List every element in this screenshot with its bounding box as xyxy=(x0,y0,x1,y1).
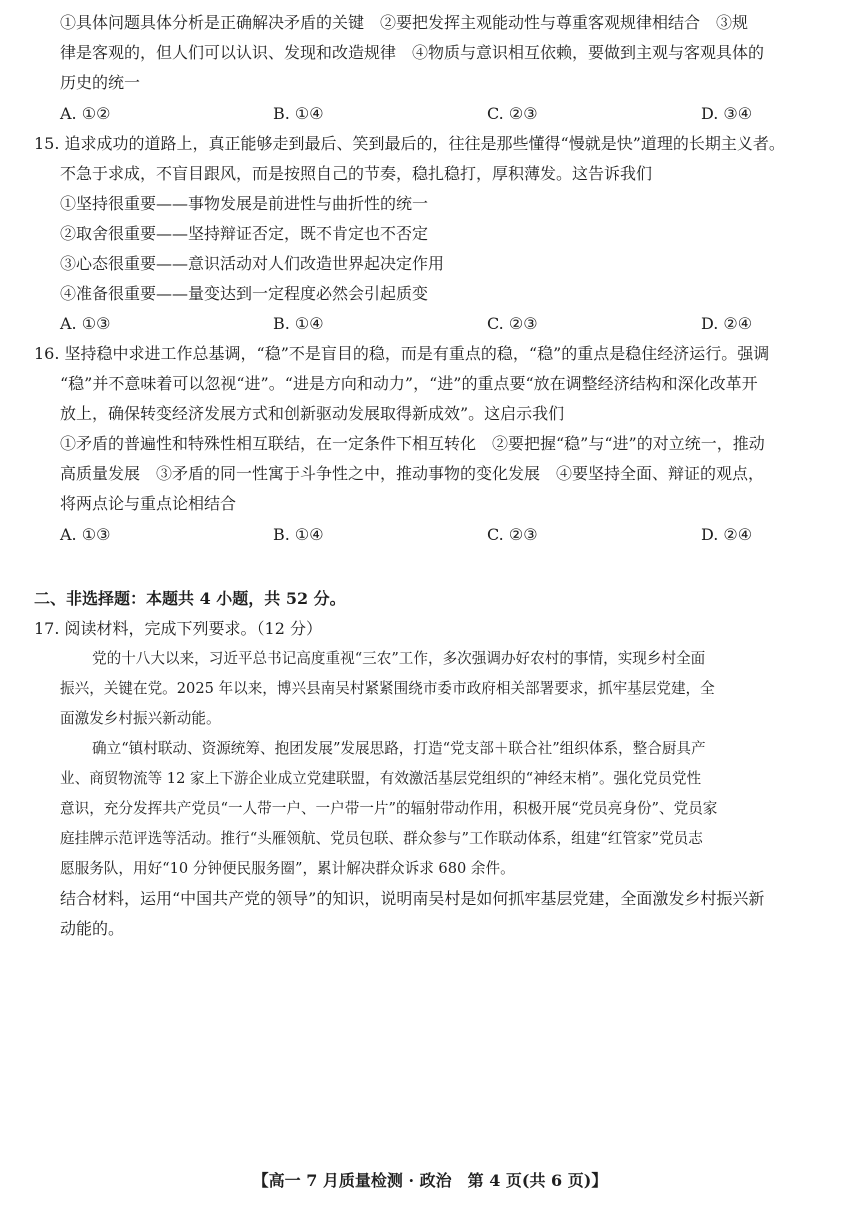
q15-stem-line-2: 不急于求成，不盲目跟风，而是按照自己的节奏，稳扎稳打，厚积薄发。这告诉我们 xyxy=(60,164,653,183)
page-footer: 【高一 7 月质量检测 · 政治 第 4 页(共 6 页)】 xyxy=(252,1171,608,1190)
q16-stem-line-3: 放上，确保转变经济发展方式和创新驱动发展取得新成效”。这启示我们 xyxy=(60,404,565,423)
q14-option-b: B. ①④ xyxy=(273,104,324,123)
q17-material-line-1: 党的十八大以来，习近平总书记高度重视“三农”工作，多次强调办好农村的事情，实现乡村全面 xyxy=(92,650,706,667)
q15-option-d: D. ②④ xyxy=(701,314,753,333)
q14-option-c: C. ②③ xyxy=(487,104,538,123)
q17-material-line-6: 意识，充分发挥共产党员“一人带一户、一户带一片”的辐射带动作用，积极开展“党员亮身份”、党员家 xyxy=(60,800,718,817)
q16-option-d: D. ②④ xyxy=(701,525,753,544)
q17-material-line-2: 振兴，关键在党。2025 年以来，博兴县南吴村紧紧围绕市委市政府相关部署要求，抓牢基层党建，全 xyxy=(60,680,715,697)
q15-item-2: ②取舍很重要——坚持辩证否定，既不肯定也不否定 xyxy=(60,224,429,243)
q16-items-line-3: 将两点论与重点论相结合 xyxy=(60,494,237,513)
q17-material-line-5: 业、商贸物流等 12 家上下游企业成立党建联盟，有效激活基层党组织的“神经末梢”。强化党员党性 xyxy=(60,770,702,787)
q16-option-a: A. ①③ xyxy=(60,525,111,544)
q17-material-line-8: 愿服务队，用好“10 分钟便民服务圈”，累计解决群众诉求 680 余件。 xyxy=(60,860,515,877)
q17-material-line-4: 确立“镇村联动、资源统筹、抱团发展”发展思路，打造“党支部＋联合社”组织体系，整合厨具产 xyxy=(92,740,706,757)
q17-stem: 17. 阅读材料，完成下列要求。（12 分） xyxy=(34,619,322,638)
q16-option-c: C. ②③ xyxy=(487,525,538,544)
q16-option-b: B. ①④ xyxy=(273,525,324,544)
q16-stem-line-1: 16. 坚持稳中求进工作总基调，“稳”不是盲目的稳，而是有重点的稳，“稳”的重点是稳住经济运行。强调 xyxy=(34,344,770,363)
q15-option-a: A. ①③ xyxy=(60,314,111,333)
q14-option-a: A. ①② xyxy=(60,104,111,123)
section-2-heading: 二、非选择题：本题共 4 小题，共 52 分。 xyxy=(34,589,346,608)
q14-line-2: 律是客观的，但人们可以认识、发现和改造规律 ④物质与意识相互依赖，要做到主观与客观具体的 xyxy=(60,43,765,62)
q14-line-1: ①具体问题具体分析是正确解决矛盾的关键 ②要把发挥主观能动性与尊重客观规律相结合 ③规 xyxy=(60,13,749,32)
q17-material-line-3: 面激发乡村振兴新动能。 xyxy=(60,710,221,727)
q16-items-line-1: ①矛盾的普遍性和特殊性相互联结，在一定条件下相互转化 ②要把握“稳”与“进”的对立统一，推动 xyxy=(60,434,765,453)
q15-item-4: ④准备很重要——量变达到一定程度必然会引起质变 xyxy=(60,284,429,303)
q15-stem-line-1: 15. 追求成功的道路上，真正能够走到最后、笑到最后的，往往是那些懂得“慢就是快”道理的长期主义者。 xyxy=(34,134,785,153)
q15-option-c: C. ②③ xyxy=(487,314,538,333)
q17-material-line-7: 庭挂牌示范评选等活动。推行“头雁领航、党员包联、群众参与”工作联动体系，组建“红管家”党员志 xyxy=(60,830,703,847)
q15-item-3: ③心态很重要——意识活动对人们改造世界起决定作用 xyxy=(60,254,445,273)
q17-question-line-2: 动能的。 xyxy=(60,919,125,938)
q15-item-1: ①坚持很重要——事物发展是前进性与曲折性的统一 xyxy=(60,194,429,213)
q17-question-line-1: 结合材料，运用“中国共产党的领导”的知识，说明南吴村是如何抓牢基层党建，全面激发乡村振兴新 xyxy=(60,889,765,908)
q16-stem-line-2: “稳”并不意味着可以忽视“进”。“进是方向和动力”，“进”的重点要“放在调整经济结构和深化改革开 xyxy=(60,374,758,393)
q14-option-d: D. ③④ xyxy=(701,104,753,123)
q14-line-3: 历史的统一 xyxy=(60,73,141,92)
q15-option-b: B. ①④ xyxy=(273,314,324,333)
q16-items-line-2: 高质量发展 ③矛盾的同一性寓于斗争性之中，推动事物的变化发展 ④要坚持全面、辩证的观点， xyxy=(60,464,765,483)
